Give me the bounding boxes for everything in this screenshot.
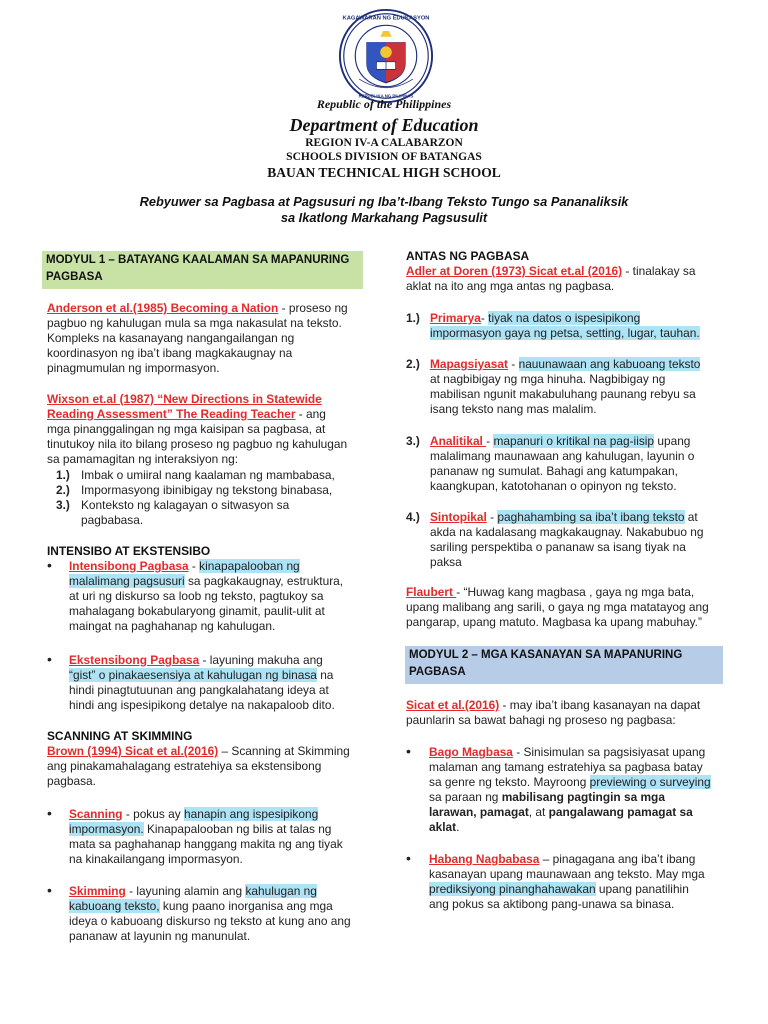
list-item [56, 483, 356, 498]
antas-item-sintopikal [406, 510, 726, 570]
scanning-heading: SCANNING AT SKIMMING [47, 729, 193, 743]
habang-nagbabasa-term: Habang Nagbabasa [429, 852, 540, 866]
body-text: sa genre ng teksto. Mayroong [429, 775, 590, 789]
antas-item-analitikal [406, 434, 726, 494]
body-text: upang [654, 434, 691, 448]
body-text: pananaw ng sumulat. Bahagi ang katumpakan, [430, 464, 678, 478]
separator: - [486, 434, 494, 448]
body-text: upang panatilihin [595, 882, 689, 896]
adler-citation: Adler at Doren (1973) Sicat et.al (2016) [406, 264, 623, 278]
body-text: sa pagkakaugnay, estruktura, [184, 574, 344, 588]
body-text: - layuning alamin ang [125, 884, 246, 898]
brown-citation: Brown (1994) Sicat et al.(2016) [47, 744, 219, 758]
body-text: . [456, 820, 460, 834]
adler-paragraph [406, 264, 721, 294]
body-text: paunlarin sa bawat bahagi ng proseso ng pagbasa: [406, 713, 676, 727]
list-number: 1.) [406, 311, 420, 325]
analitikal-term: Analitikal [430, 434, 487, 448]
quote-text: - “Huwag kang magbasa , gaya ng mga bata, [456, 585, 695, 599]
modyul2-title-line1: MODYUL 2 – MGA KASANAYAN SA MAPANURING [409, 649, 683, 661]
body-text: sariling perspektiba o pananaw sa isang tiyak na [430, 540, 686, 554]
body-text: aklat na ito ang mga antas ng pagbasa. [406, 279, 615, 293]
bago-magbasa-term: Bago Magbasa [429, 745, 513, 759]
wixson-text: sa pamamagitan ng interaksiyon ng: [47, 452, 239, 466]
wixson-list [56, 468, 356, 528]
bold-text: aklat [429, 820, 457, 834]
highlighted-text: impormasyon. [69, 822, 144, 836]
quote-text: pangarap, upang matuto. Magbasa ka upang mabuhay.” [406, 615, 702, 629]
highlighted-text: mapanuri o kritikal na pag-iisip [493, 434, 655, 448]
body-text: kaangkupan, katotohanan o opinyon ng teksto. [430, 479, 677, 493]
antas-item-mapagsiyasat [406, 357, 726, 417]
body-text: - may iba’t ibang kasanayan na dapat [499, 698, 701, 712]
body-text: Kinapapalooban ng bilis at talas ng [143, 822, 332, 836]
list-text: Imbak o umiiral nang kaalaman ng mambabasa, [81, 468, 335, 482]
body-text: at uri ng diskurso sa loob ng teksto, pagtukoy sa [69, 589, 324, 603]
antas-heading: ANTAS NG PAGBASA [406, 249, 530, 263]
body-text: na kinakailangang impormasyon. [69, 852, 243, 866]
department-line: Department of Education [289, 115, 479, 135]
list-text: Konteksto ng kalagayan o sitwasyon sa [81, 498, 290, 512]
separator: - [480, 311, 489, 325]
body-text: ideya o kabuoang diskurso ng teksto at kung ano ang [69, 914, 351, 928]
body-text: isang teksto nang mas malalim. [430, 402, 597, 416]
highlighted-text: impormasyon gaya ng petsa, setting, lugar, tauhan. [430, 326, 700, 340]
body-text: - layuning makuha ang [199, 653, 323, 667]
body-text: mabilisan ngunit makabuluhang paunang rebyu sa [430, 387, 696, 401]
list-text: Impormasyong ibinibigay ng tekstong binabasa, [81, 483, 333, 497]
body-text: kung paano inorganisa ang mga [159, 899, 333, 913]
highlighted-text: paghahambing sa iba’t ibang teksto [497, 510, 685, 524]
anderson-citation: Anderson et al.(1985) Becoming a Nation [47, 301, 279, 315]
list-number: 3.) [406, 434, 420, 448]
separator: - [486, 510, 498, 524]
anderson-text: pagbuo ng kahulugan mula sa mga nakasulat na teksto. [47, 316, 342, 330]
ekstensibo-term: Ekstensibong Pagbasa [69, 653, 200, 667]
list-number: 1.) [56, 468, 70, 482]
body-text: - pokus ay [122, 807, 184, 821]
body-text: mata sa paghahanap hanggang makita ng ang tiyak [69, 837, 343, 851]
deped-seal-logo [338, 8, 434, 104]
body-text: – Scanning at Skimming [218, 744, 350, 758]
body-text: na [316, 668, 334, 682]
sicat-paragraph [406, 698, 721, 728]
body-text: , at [528, 805, 549, 819]
wixson-paragraph [47, 392, 362, 467]
anderson-text: Kompleks na kasanayang nangangailangan ng [47, 331, 295, 345]
highlighted-text: kabuoang teksto, [69, 899, 160, 913]
document-title-line1: Rebyuwer sa Pagbasa at Pagsusuri ng Iba’t-Ibang Teksto Tungo sa Pananaliksik [139, 194, 629, 209]
body-text: hindi pinagtutuunan ang pangkalahatang ideya at [69, 683, 329, 697]
flaubert-quote [406, 585, 736, 630]
body-text: – pinagagana ang iba’t ibang [539, 852, 696, 866]
scanning-item [69, 807, 364, 867]
intensibo-term: Intensibong Pagbasa [69, 559, 189, 573]
body-text: malalimang maunawaan ang kahulugan, layunin o [430, 449, 695, 463]
separator: - [508, 357, 519, 371]
division-line: SCHOOLS DIVISION OF BATANGAS [286, 151, 482, 163]
wixson-citation: Wixson et.al (1987) “New Directions in Statewide [47, 392, 322, 406]
body-text: kasanayan upang maunawaan ang teksto. May mga [429, 867, 705, 881]
habang-nagbabasa-item [429, 852, 729, 912]
mapagsiyasat-term: Mapagsiyasat [430, 357, 508, 371]
body-text: pagbasa. [47, 774, 96, 788]
body-text: sa paraan ng [429, 790, 502, 804]
modyul1-title-line2: PAGBASA [46, 271, 103, 283]
wixson-text: tinutukoy nila ito bilang proseso ng pagbuo ng kahulugan [47, 437, 348, 451]
flaubert-citation: Flaubert [406, 585, 457, 599]
bullet-icon: • [47, 651, 52, 667]
list-number: 4.) [406, 510, 420, 524]
body-text: - Sinisimulan sa pagsisiyasat upang [512, 745, 706, 759]
body-text: ang pokus sa aktibong pang-unawa sa binasa. [429, 897, 675, 911]
sintopikal-term: Sintopikal [430, 510, 487, 524]
region-line: REGION IV-A CALABARZON [305, 137, 463, 149]
highlighted-text: prediksiyong pinanghahawakan [429, 882, 596, 896]
highlighted-text: tiyak na datos o ispesipikong [488, 311, 641, 325]
wixson-citation: Reading Assessment” The Reading Teacher [47, 407, 296, 421]
brown-paragraph [47, 744, 362, 789]
highlighted-text: hanapin ang ispesipikong [183, 807, 319, 821]
intensibo-heading: INTENSIBO AT EKSTENSIBO [47, 544, 211, 558]
sicat-citation: Sicat et al.(2016) [406, 698, 500, 712]
list-item [56, 498, 356, 528]
list-item [56, 468, 356, 483]
bold-text: mabilisang pagtingin sa mga [501, 790, 665, 804]
bago-magbasa-item [429, 745, 729, 835]
wixson-text: - ang [295, 407, 326, 421]
body-text: pananaw at layunin ng manunulat. [69, 929, 251, 943]
body-text: paksa [430, 555, 462, 569]
highlighted-text: previewing o surveying [589, 775, 711, 789]
body-text: mahalagang bokabularyong ginamit, paulit-ulit at [69, 604, 325, 618]
body-text: ang pinakamahalagang estratehiya sa ekstensibong [47, 759, 322, 773]
body-text: hindi ang ispesipikong detalye na nakapaloob dito. [69, 698, 335, 712]
intensibo-item [69, 559, 364, 634]
scanning-term: Scanning [69, 807, 123, 821]
anderson-paragraph [47, 301, 362, 376]
body-text: maingat na paghahanap ng kahulugan. [69, 619, 276, 633]
antas-item-primarya [406, 311, 726, 341]
list-number: 2.) [406, 357, 420, 371]
modyul2-title-line2: PAGBASA [409, 666, 466, 678]
body-text: akda na kadalasang magkakaugnay. Nakabubuo ng [430, 525, 704, 539]
highlighted-text: “gist” o pinakaesensiya at kahulugan ng binasa [69, 668, 317, 682]
bullet-icon: • [406, 850, 411, 866]
bold-text: larawan, pamagat [429, 805, 529, 819]
skimming-term: Skimming [69, 884, 126, 898]
wixson-text: mga pinanggalingan ng mga kaisipan sa pagbasa, at [47, 422, 326, 436]
skimming-item [69, 884, 364, 944]
ekstensibo-item [69, 653, 364, 713]
modyul1-banner [42, 251, 363, 289]
highlighted-text: kahulugan ng [245, 884, 317, 898]
anderson-text: koordinasyon ng iba’t ibang magkakaugnay na [47, 346, 293, 360]
primarya-term: Primarya [430, 311, 481, 325]
separator: - [188, 559, 200, 573]
list-number: 2.) [56, 483, 70, 497]
document-title-line2: sa Ikatlong Markahang Pagsusulit [280, 210, 488, 225]
bullet-icon: • [47, 882, 52, 898]
republic-line: Republic of the Philippines [316, 97, 452, 111]
body-text: at nagbibigay ng mga hinuha. Nagbibigay ng [430, 372, 666, 386]
body-text: - tinalakay sa [622, 264, 696, 278]
anderson-text: - proseso ng [278, 301, 348, 315]
body-text: at [684, 510, 698, 524]
list-text: pagbabasa. [81, 513, 144, 527]
modyul1-title-line1: MODYUL 1 – BATAYANG KAALAMAN SA MAPANURING [46, 254, 350, 266]
bullet-icon: • [47, 557, 52, 573]
seal-bottom-text: REPUBLIKA NG PILIPINAS [358, 93, 414, 99]
modyul2-banner [405, 646, 723, 684]
bold-text: pangalawang pamagat sa [548, 805, 693, 819]
seal-top-text: KAGAWARAN NG EDUKASYON [342, 15, 430, 22]
body-text: malaman ang tamang estratehiya sa pagbasa batay [429, 760, 703, 774]
school-name: BAUAN TECHNICAL HIGH SCHOOL [267, 165, 501, 180]
highlighted-text: kinapapalooban ng [199, 559, 300, 573]
highlighted-text: malalimang pagsusuri [69, 574, 185, 588]
highlighted-text: nauunawaan ang kabuoang teksto [518, 357, 701, 371]
list-number: 3.) [56, 498, 70, 512]
quote-text: upang malibang ang sarili, o gaya ng mga matatayog ang [406, 600, 709, 614]
anderson-text: pinagmumulan ng impormasyon. [47, 361, 220, 375]
bullet-icon: • [406, 743, 411, 759]
bullet-icon: • [47, 805, 52, 821]
